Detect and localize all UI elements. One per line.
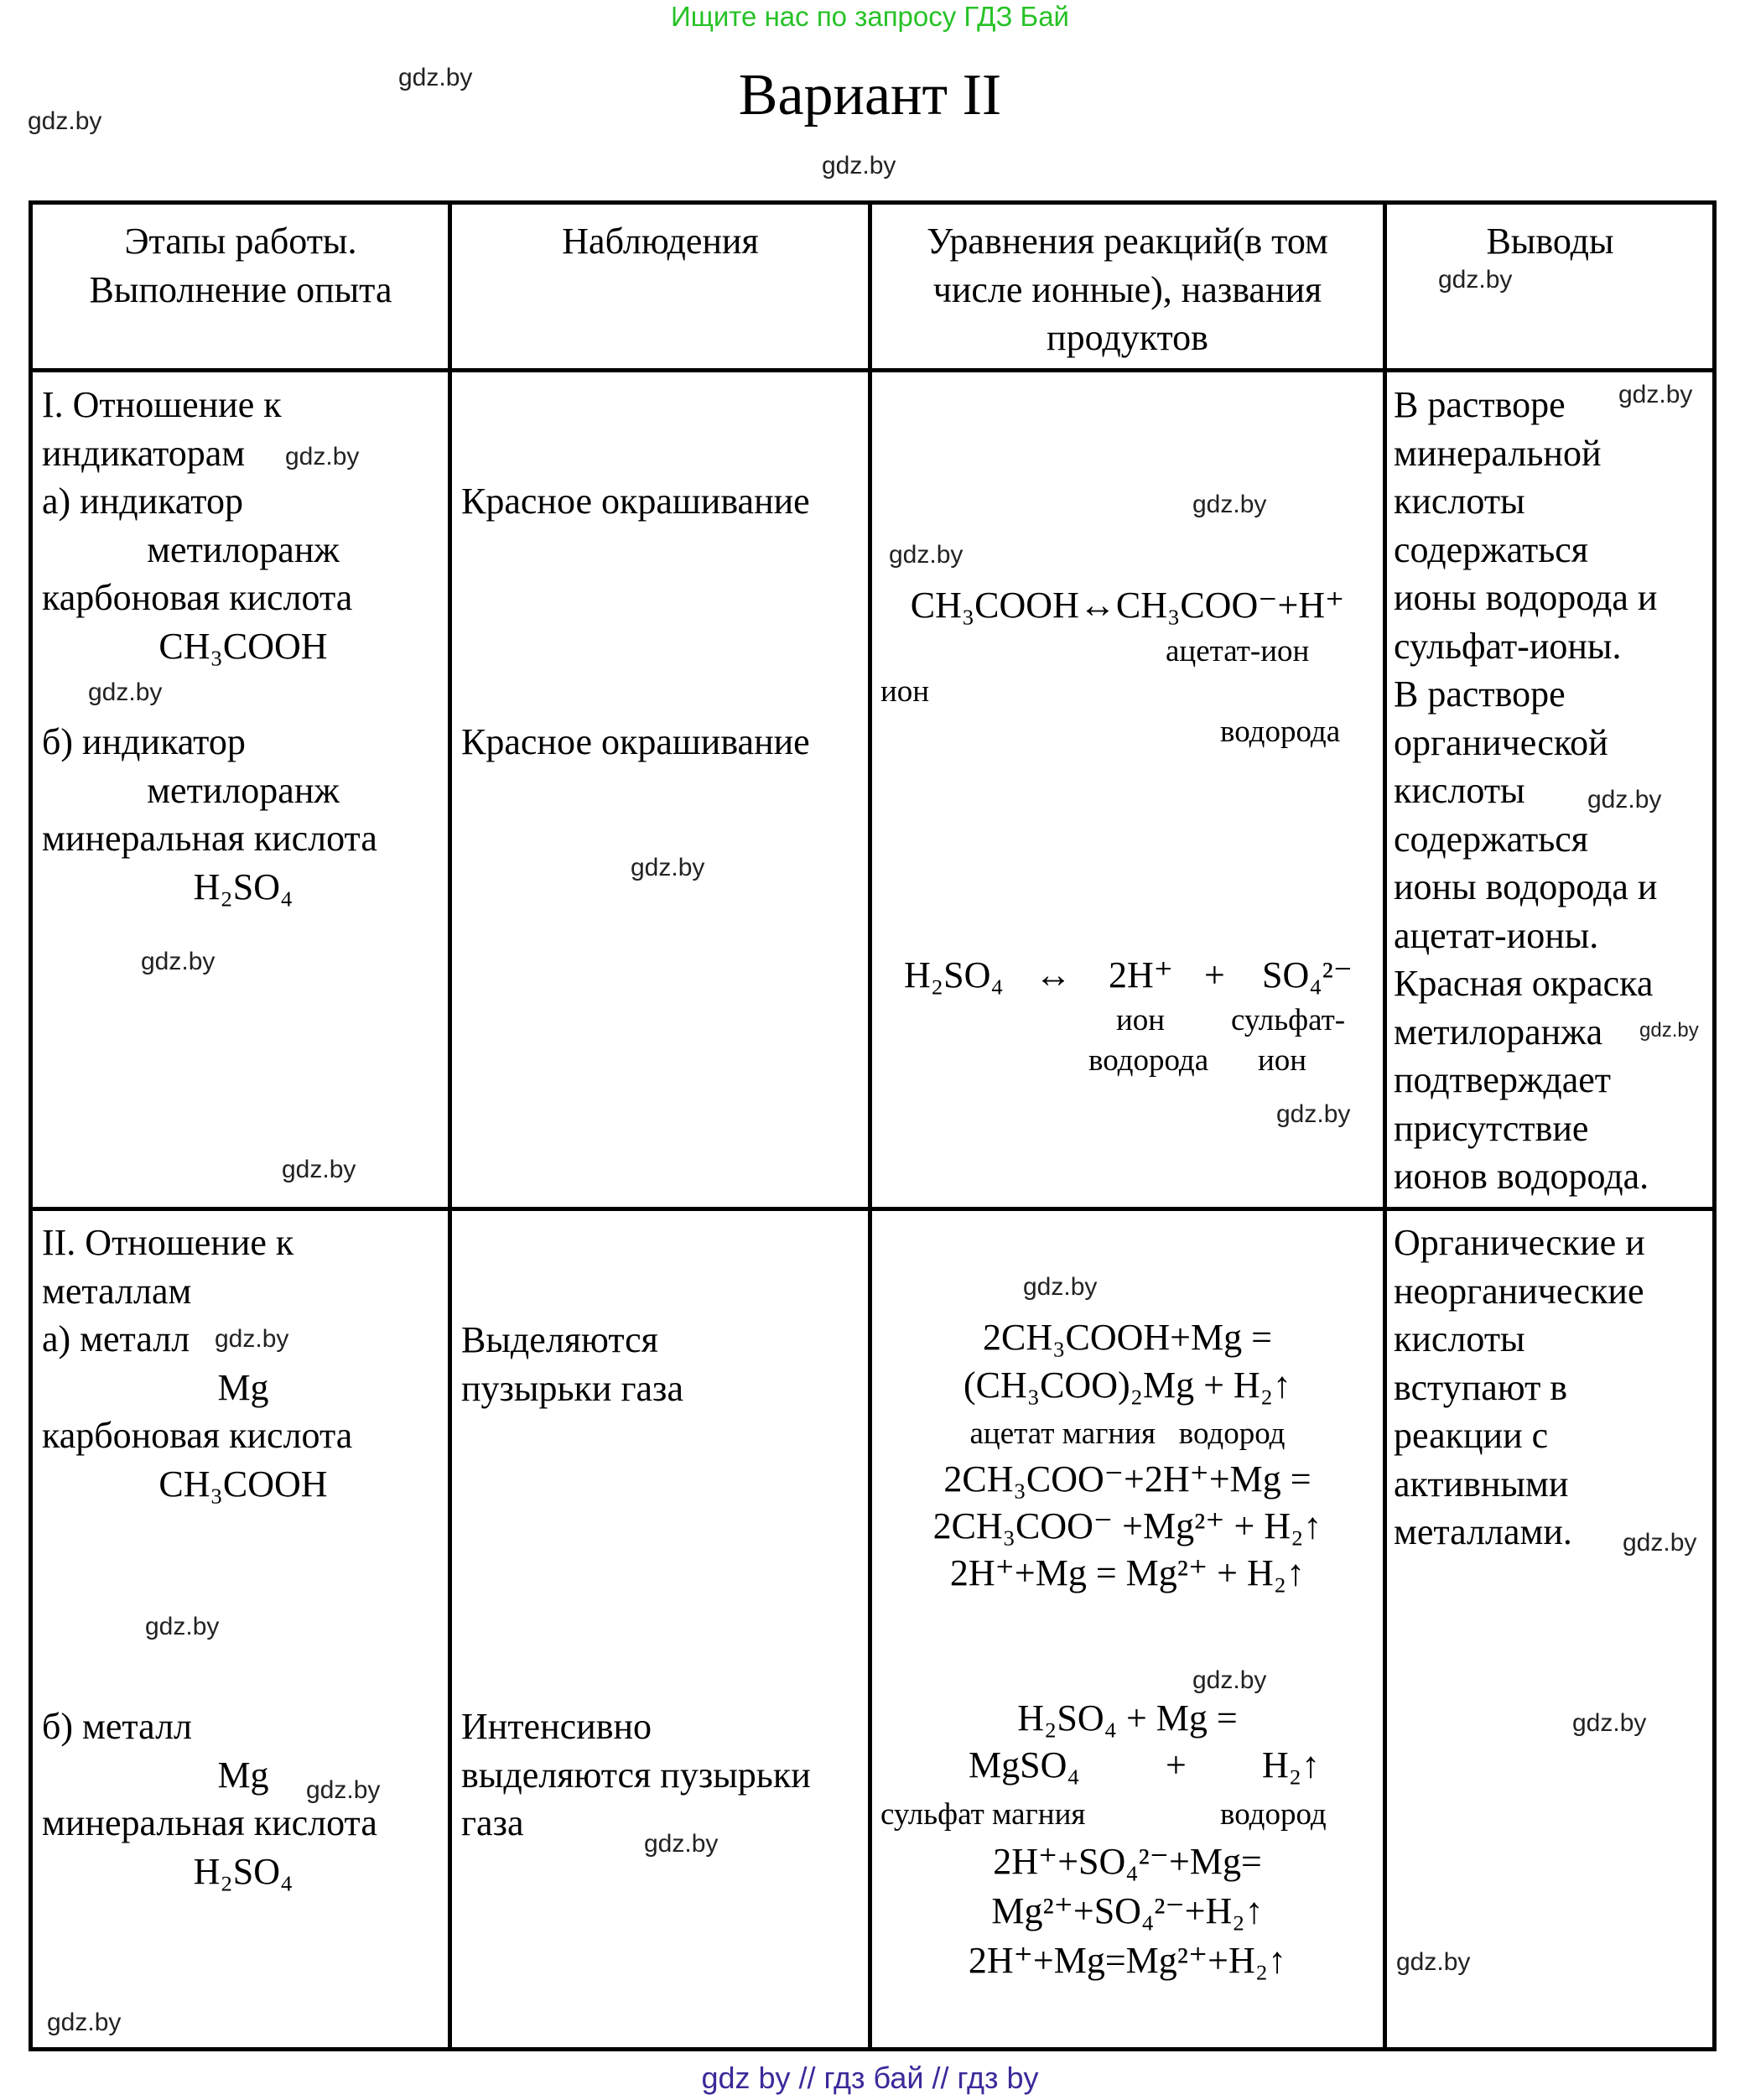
header-stages: Этапы работы. Выполнение опыта <box>89 221 392 310</box>
watermark: gdz.by <box>282 1156 356 1183</box>
table-border <box>29 200 33 2051</box>
watermark: gdz.by <box>88 678 163 706</box>
row2-eqA-label: ацетат магния водород <box>969 1416 1286 1451</box>
row1-eq2-label: ион <box>1258 1043 1307 1078</box>
row2-stage-b: б) металл Mg минеральная кислота H₂SO₄ <box>42 1706 377 1892</box>
search-banner[interactable]: Ищите нас по запросу ГДЗ Бай <box>671 1 1069 32</box>
row2-eqB-label: водород <box>1220 1797 1327 1832</box>
row2-eqB-label: сульфат магния <box>880 1797 1086 1832</box>
row2-eqB: 2H⁺+Mg=Mg²⁺+H₂↑ <box>968 1940 1287 1981</box>
table-border <box>29 368 1717 372</box>
watermark: gdz.by <box>1639 1019 1699 1042</box>
header-observations: Наблюдения <box>562 221 759 262</box>
table-border <box>868 200 872 2051</box>
row1-label-acetate: ацетат-ион <box>1166 634 1310 668</box>
row1-eq2-left: H₂SO₄ <box>904 954 1004 995</box>
row2-eqB: H₂SO₄ + Mg = <box>1017 1697 1238 1739</box>
row2-eqB: + <box>1166 1744 1187 1786</box>
row1-equation-acetic: CH₃COOH↔CH₃COO⁻+H⁺ <box>910 585 1345 626</box>
row1-eq2-label: ион <box>1116 1003 1166 1037</box>
row2-eqB: H₂↑ <box>1262 1744 1321 1786</box>
row2-conclusion: Органические и неорганические кислоты вступают в реакции с активными металлами. <box>1394 1222 1645 1552</box>
watermark: gdz.by <box>889 541 963 569</box>
watermark: gdz.by <box>1572 1709 1647 1737</box>
row2-observation-a: Выделяются пузырьки газа <box>461 1319 683 1409</box>
row2-eqA: 2H⁺+Mg = Mg²⁺ + H₂↑ <box>949 1552 1306 1593</box>
watermark: gdz.by <box>145 1613 220 1640</box>
watermark: gdz.by <box>1023 1273 1098 1301</box>
watermark: gdz.by <box>1623 1529 1697 1557</box>
table-border <box>1383 200 1387 2051</box>
watermark: gdz.by <box>28 107 102 135</box>
row1-eq2-hydrogen: 2H⁺ <box>1109 954 1173 995</box>
row1-eq2-plus: + <box>1204 954 1225 995</box>
watermark: gdz.by <box>285 443 360 470</box>
row2-eqB: Mg²⁺+SO₄²⁻+H₂↑ <box>991 1890 1264 1931</box>
row1-eq2-arrow: ↔ <box>1035 954 1072 995</box>
header-equations: Уравнения реакций(в том числе ионные), названия продуктов <box>927 221 1328 358</box>
row1-conclusion: В растворе минеральной кислоты содержаться ионы водорода и сульфат-ионы. В растворе органической кислоты содержаться ионы водорода и ацетат-ионы. Красная окраска метилоранжа подтверждает присутствие ионов водорода. <box>1394 384 1658 1197</box>
table-border <box>29 1207 1717 1211</box>
table-border <box>29 200 1717 205</box>
row2-observation-b: Интенсивно выделяются пузырьки газа <box>461 1706 811 1843</box>
watermark: gdz.by <box>215 1325 289 1353</box>
watermark: gdz.by <box>1438 266 1513 294</box>
row1-label-ion: ион <box>880 674 930 709</box>
row1-eq2-sulfate: SO₄²⁻ <box>1262 954 1353 995</box>
watermark: gdz.by <box>631 854 705 881</box>
row2-stage: II. Отношение к металлам а) металл Mg карбоновая кислота CH₃COOH <box>42 1222 353 1505</box>
watermark: gdz.by <box>141 948 216 975</box>
table-border <box>29 2047 1717 2051</box>
footer-links[interactable]: gdz by // гдз бай // гдз by <box>701 2061 1039 2095</box>
watermark: gdz.by <box>1276 1100 1351 1128</box>
table-border <box>448 200 452 2051</box>
watermark: gdz.by <box>1587 786 1662 813</box>
row2-eqA: 2CH₃COO⁻ +Mg²⁺ + H₂↑ <box>932 1505 1322 1546</box>
row2-eqA: 2CH₃COOH+Mg = <box>983 1317 1272 1358</box>
header-conclusions: Выводы <box>1486 221 1614 262</box>
watermark: gdz.by <box>1192 1666 1267 1694</box>
row2-eqA: (CH₃COO)₂Mg + H₂↑ <box>963 1364 1292 1406</box>
row1-label-hydrogen: водорода <box>1220 715 1341 749</box>
row2-eqA: 2CH₃COO⁻+2H⁺+Mg = <box>943 1458 1311 1500</box>
row1-stage-b: б) индикатор метилоранж минеральная кислота H₂SO₄ <box>42 721 377 907</box>
watermark: gdz.by <box>1618 381 1693 408</box>
row1-eq2-label: сульфат- <box>1231 1003 1346 1037</box>
watermark: gdz.by <box>1396 1948 1471 1976</box>
watermark: gdz.by <box>47 2009 122 2036</box>
row1-observation-a: Красное окрашивание <box>461 481 810 522</box>
row1-observation-b: Красное окрашивание <box>461 721 810 762</box>
watermark: gdz.by <box>644 1830 719 1858</box>
page-title: Вариант II <box>738 63 1002 127</box>
row2-eqB: 2H⁺+SO₄²⁻+Mg= <box>993 1841 1262 1882</box>
row2-eqB: MgSO₄ <box>969 1744 1080 1786</box>
watermark: gdz.by <box>398 64 473 91</box>
row1-eq2-label: водорода <box>1088 1043 1209 1078</box>
watermark: gdz.by <box>822 152 896 179</box>
watermark: gdz.by <box>1192 491 1267 518</box>
watermark: gdz.by <box>306 1776 381 1804</box>
table-border <box>1712 200 1717 2051</box>
row1-stage: I. Отношение к индикаторам а) индикатор метилоранж карбоновая кислота CH₃COOH <box>42 384 353 667</box>
